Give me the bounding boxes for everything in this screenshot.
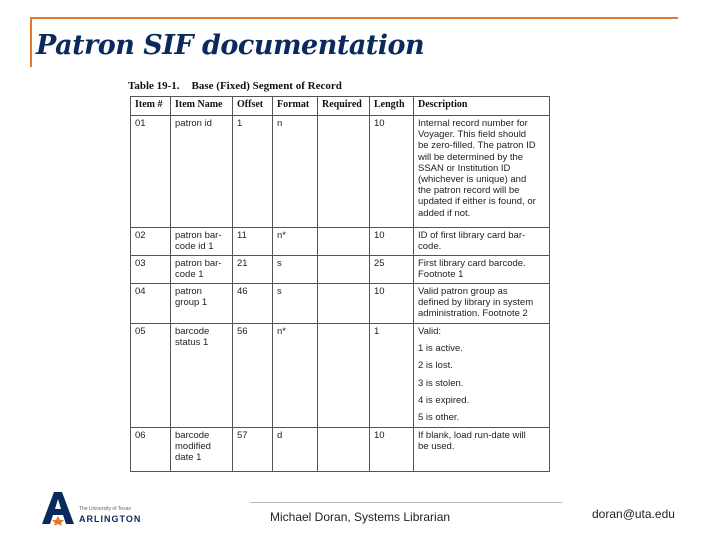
logo-wordmark: ARLINGTON <box>79 514 142 524</box>
cell-length: 10 <box>370 116 414 228</box>
desc-line: be zero-filled. The patron ID <box>418 140 536 152</box>
cell-format: s <box>273 284 318 324</box>
cell-offset: 46 <box>233 284 273 324</box>
desc-line: added if not. <box>418 207 471 219</box>
cell-length: 10 <box>370 284 414 324</box>
cell-name: patron bar-code id 1 <box>171 228 233 256</box>
desc-line: the patron record will be <box>418 185 520 197</box>
cell-offset: 11 <box>233 228 273 256</box>
header-required: Required <box>318 97 370 116</box>
cell-item: 03 <box>131 256 171 284</box>
desc-line: will be determined by the <box>418 151 524 163</box>
cell-name: barcode status 1 <box>171 324 233 428</box>
cell-format: n <box>273 116 318 228</box>
caption-text: Base (Fixed) Segment of Record <box>191 80 342 92</box>
table-header-row <box>131 97 550 116</box>
desc-line: Voyager. This field should <box>418 129 527 141</box>
cell-required <box>318 428 370 472</box>
header-offset: Offset <box>233 97 273 116</box>
desc-line: Valid: <box>418 326 442 337</box>
table-row <box>131 428 550 472</box>
cell-format: s <box>273 256 318 284</box>
header-format: Format <box>273 97 318 116</box>
header-description: Description <box>414 97 550 116</box>
cell-offset: 1 <box>233 116 273 228</box>
table-caption <box>128 80 342 92</box>
footer-email[interactable]: doran@uta.edu <box>592 507 675 521</box>
cell-name: patron id <box>171 116 233 228</box>
desc-line: be used. <box>418 441 455 453</box>
cell-description <box>414 256 550 284</box>
cell-item: 02 <box>131 228 171 256</box>
table-row <box>131 116 550 228</box>
cell-format: n* <box>273 324 318 428</box>
cell-offset: 56 <box>233 324 273 428</box>
desc-line: Footnote 1 <box>418 269 464 281</box>
desc-line: Internal record number for <box>418 118 528 129</box>
cell-length: 1 <box>370 324 414 428</box>
cell-required <box>318 228 370 256</box>
desc-line: First library card barcode. <box>418 258 526 269</box>
header-item-name: Item Name <box>171 97 233 116</box>
cell-item: 04 <box>131 284 171 324</box>
caption-number: Table 19-1. <box>128 80 180 92</box>
cell-required <box>318 116 370 228</box>
footer-presenter: Michael Doran, Systems Librarian <box>270 510 451 524</box>
desc-line: 1 is active. <box>418 343 463 355</box>
table-row <box>131 324 550 428</box>
header-length: Length <box>370 97 414 116</box>
cell-offset: 21 <box>233 256 273 284</box>
desc-line: (whichever is unique) and <box>418 174 527 186</box>
cell-name: barcode modified date 1 <box>171 428 233 472</box>
desc-line: ID of first library card bar- <box>418 230 526 241</box>
cell-item: 06 <box>131 428 171 472</box>
frame-left-rule <box>30 17 32 67</box>
desc-line: 4 is expired. <box>418 394 470 406</box>
cell-description <box>414 428 550 472</box>
table-row <box>131 228 550 256</box>
cell-offset: 57 <box>233 428 273 472</box>
cell-name: patron bar-code 1 <box>171 256 233 284</box>
header-item: Item # <box>131 97 171 116</box>
slide-title: Patron SIF documentation <box>36 30 425 61</box>
cell-description <box>414 228 550 256</box>
desc-line: updated if either is found, or <box>418 196 536 208</box>
cell-description <box>414 116 550 228</box>
table-row <box>131 256 550 284</box>
cell-format: n* <box>273 228 318 256</box>
desc-line: 5 is other. <box>418 412 460 424</box>
cell-required <box>318 256 370 284</box>
desc-line: SSAN or Institution ID <box>418 162 511 174</box>
cell-length: 25 <box>370 256 414 284</box>
desc-line: 3 is stolen. <box>418 377 464 389</box>
cell-required <box>318 284 370 324</box>
desc-line: code. <box>418 241 442 253</box>
cell-description <box>414 324 550 428</box>
cell-length: 10 <box>370 428 414 472</box>
desc-line: administration. Footnote 2 <box>418 308 528 320</box>
desc-line: If blank, load run-date will <box>418 430 526 441</box>
desc-line: 2 is lost. <box>418 360 453 372</box>
cell-description <box>414 284 550 324</box>
logo-small-text: The University of Texas <box>79 506 131 512</box>
record-table <box>130 96 550 472</box>
cell-format: d <box>273 428 318 472</box>
desc-line: Valid patron group as <box>418 286 508 297</box>
frame-top-rule <box>30 17 678 19</box>
cell-length: 10 <box>370 228 414 256</box>
cell-item: 01 <box>131 116 171 228</box>
cell-name: patron group 1 <box>171 284 233 324</box>
cell-required <box>318 324 370 428</box>
footer-divider <box>250 502 562 503</box>
desc-line: defined by library in system <box>418 297 534 309</box>
cell-item: 05 <box>131 324 171 428</box>
table-row <box>131 284 550 324</box>
